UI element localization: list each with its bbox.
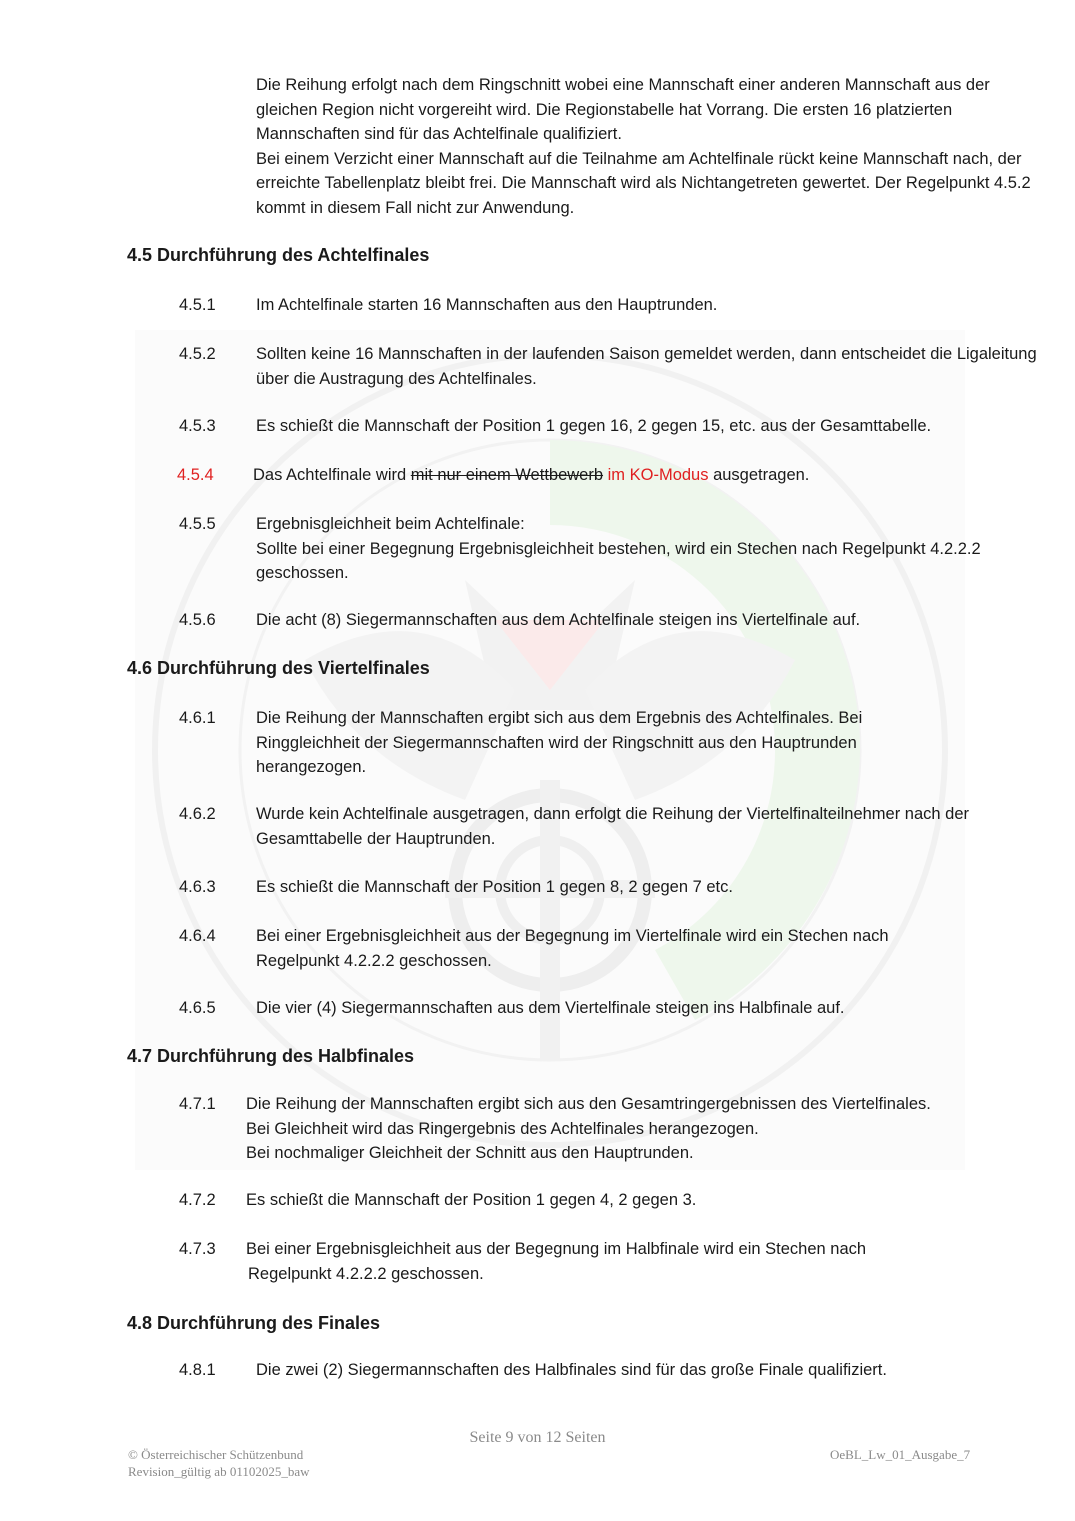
copyright-text: © Österreichischer Schützenbund: [128, 1447, 304, 1462]
footer-left: [128, 1446, 310, 1480]
deleted-text: mit nur einem Wettbewerb: [410, 466, 604, 484]
text-part: ausgetragen.: [708, 466, 810, 484]
item-text: Es schießt die Mannschaft der Position 1 gegen 16, 2 gegen 15, etc. aus der Gesamttabelle.: [256, 417, 932, 435]
item-text: Es schießt die Mannschaft der Position 1 gegen 8, 2 gegen 7 etc.: [256, 878, 733, 896]
intro-text-2: Bei einem Verzicht einer Mannschaft auf die Teilnahme am Achtelfinale rückt keine Mannschaft nach, der erreichte Tabellenplatz bleibt frei. Die Mannschaft wird als Nichtangetreten gewertet. Der Regelpunkt 4.5.2 kommt in diesem Fall nicht zur Anwendung.: [256, 149, 1031, 217]
item-text: Bei einer Ergebnisgleichheit aus der Begegnung im Viertelfinale wird ein Stechen nach Regelpunkt 4.2.2.2 geschossen.: [256, 927, 889, 970]
intro-paragraph: [256, 73, 1046, 220]
item-subtitle: Ergebnisgleichheit beim Achtelfinale:: [256, 515, 525, 533]
item-number: 4.7.2: [179, 1191, 216, 1209]
item-number: 4.5.5: [179, 515, 216, 533]
item-text: Es schießt die Mannschaft der Position 1 gegen 4, 2 gegen 3.: [246, 1191, 697, 1209]
item-number: 4.6.4: [179, 927, 216, 945]
item-number: 4.5.2: [179, 345, 216, 363]
item-number: 4.7.1: [179, 1095, 216, 1113]
item-line: Die Reihung der Mannschaften ergibt sich aus den Gesamtringergebnissen des Viertelfinales.: [246, 1095, 931, 1113]
item-number: 4.6.1: [179, 709, 216, 727]
item-paragraph: Sollte bei einer Begegnung Ergebnisgleichheit bestehen, wird ein Stechen nach Regelpunkt 4.2.2.2 geschossen.: [256, 539, 981, 582]
section-heading-4-8: 4.8 Durchführung des Finales: [127, 1313, 381, 1333]
item-number: 4.8.1: [179, 1361, 216, 1379]
item-text: Die zwei (2) Siegermannschaften des Halbfinales sind für das große Finale qualifiziert.: [256, 1361, 887, 1379]
item-line: Regelpunkt 4.2.2.2 geschossen.: [248, 1264, 484, 1283]
item-text: Im Achtelfinale starten 16 Mannschaften aus den Hauptrunden.: [256, 296, 718, 314]
section-heading-4-7: 4.7 Durchführung des Halbfinales: [127, 1046, 415, 1066]
item-number: 4.5.6: [179, 611, 216, 629]
revision-text: Revision_gültig ab 01102025_baw: [128, 1464, 310, 1479]
item-number: 4.6.3: [179, 878, 216, 896]
section-heading-4-5: 4.5 Durchführung des Achtelfinales: [127, 245, 430, 265]
item-line: Bei Gleichheit wird das Ringergebnis des Achtelfinales herangezogen.: [246, 1119, 759, 1138]
text-part: Das Achtelfinale wird: [253, 466, 411, 484]
item-text: Die vier (4) Siegermannschaften aus dem Viertelfinale steigen ins Halbfinale auf.: [256, 999, 845, 1017]
item-number: 4.5.1: [179, 296, 216, 314]
item-number-changed: 4.5.4: [177, 466, 214, 484]
item-text: Die Reihung der Mannschaften ergibt sich aus dem Ergebnis des Achtelfinales. Bei Ringgleichheit der Siegermannschaften wird der Ringschnitt aus den Hauptrunden herangezogen.: [256, 709, 863, 776]
item-line: Bei nochmaliger Gleichheit der Schnitt aus den Hauptrunden.: [246, 1144, 694, 1162]
item-number: 4.6.5: [179, 999, 216, 1017]
item-text: [246, 1092, 1036, 1166]
item-text: [253, 463, 1043, 488]
item-text: Sollten keine 16 Mannschaften in der laufenden Saison gemeldet werden, dann entscheidet die Ligaleitung über die Austragung des Achtelfinales.: [256, 345, 1037, 388]
intro-text-1: Die Reihung erfolgt nach dem Ringschnitt wobei eine Mannschaft einer anderen Mannschaft aus der gleichen Region nicht vorgereiht wird. Die Regionstabelle hat Vorrang. Die ersten 16 platzierten Mannschaften sind für das Achtelfinale qualifiziert.: [256, 76, 990, 143]
item-line: Bei einer Ergebnisgleichheit aus der Begegnung im Halbfinale wird ein Stechen nach: [246, 1240, 867, 1258]
item-number: 4.6.2: [179, 805, 216, 823]
section-heading-4-6: 4.6 Durchführung des Viertelfinales: [127, 658, 430, 678]
document-id: OeBL_Lw_01_Ausgabe_7: [830, 1447, 971, 1462]
item-text: Die acht (8) Siegermannschaften aus dem Achtelfinale steigen ins Viertelfinale auf.: [256, 611, 861, 629]
item-number: 4.7.3: [179, 1240, 216, 1258]
inserted-text: im KO-Modus: [607, 466, 709, 484]
item-text: [246, 1237, 1036, 1286]
page-number: Seite 9 von 12 Seiten: [469, 1429, 606, 1446]
item-text: [256, 512, 1046, 586]
item-text: Wurde kein Achtelfinale ausgetragen, dann erfolgt die Reihung der Viertelfinalteilnehmer nach der Gesamttabelle der Hauptrunden.: [256, 805, 970, 848]
item-number: 4.5.3: [179, 417, 216, 435]
